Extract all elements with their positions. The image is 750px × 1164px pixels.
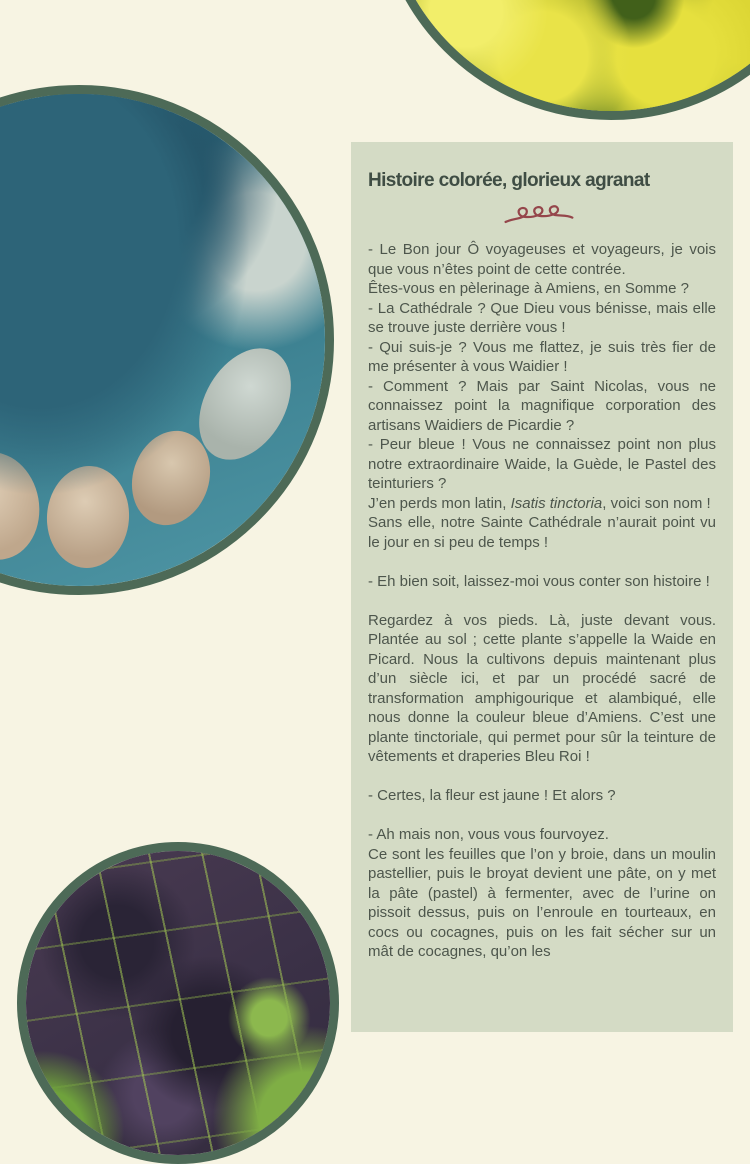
pigment-powder-mound — [0, 94, 325, 586]
woad-seedpods-photo — [17, 842, 339, 1164]
story-paragraph: - Eh bien soit, laissez-moi vous conter son histoire ! — [368, 572, 710, 590]
woad-seedpods-image — [26, 851, 330, 1155]
story-paragraph: - Qui suis-je ? Vous me flattez, je suis très fier de me présenter à vous Waidier ! — [368, 338, 716, 375]
paragraph-spacer — [368, 806, 716, 826]
story-paragraph: - La Cathédrale ? Que Dieu vous bénisse, mais elle se trouve juste derrière vous ! — [368, 299, 716, 336]
story-paragraph: Regardez à vos pieds. Là, juste devant vous. Plantée au sol ; cette plante s’appelle la Waide en Picard. Nous la cultivons depuis maintenant plus d’un siècle ici, et par un procédé sacré de transformation amphigourique et alambiqué, elle nous donne la couleur bleue d’Amiens. C’est une plante tinctoriale, qui permet pour sûr la teinture de vêtements et draperies Bleu Roi ! — [368, 611, 716, 765]
squiggle-divider — [368, 202, 716, 230]
woad-flowers-photo — [375, 0, 750, 120]
woad-pigment-image — [0, 94, 325, 586]
story-panel — [351, 142, 733, 1032]
squiggle-icon — [503, 202, 581, 228]
paragraph-spacer — [368, 591, 716, 611]
story-paragraph: - Ah mais non, vous vous fourvoyez. — [368, 826, 609, 843]
woad-flowers-image — [384, 0, 750, 111]
page-title: Histoire colorée, glorieux agranat — [368, 170, 650, 191]
story-paragraph: - Peur bleue ! Vous ne connaissez point non plus notre extraordinaire Waide, la Guède, le Pastel des teinturiers ? — [368, 436, 716, 492]
story-paragraph: Ce sont les feuilles que l’on y broie, dans un moulin pastellier, puis le broyat devient une pâte, on y met la pâte (pastel) à fermenter, avec de l’urine on pissoit dessus, puis on l’enroule en tourteaux, en cocs ou cocagnes, puis on les fait sécher sur un mât de cocagnes, qu’on les — [368, 845, 716, 960]
woad-pigment-photo — [0, 85, 334, 595]
paragraph-spacer — [368, 767, 716, 787]
story-paragraph: Sans elle, notre Sainte Cathédrale n’aurait point vu le jour en si peu de temps ! — [368, 514, 716, 551]
story-paragraph: - Comment ? Mais par Saint Nicolas, vous ne connaissez point la magnifique corporation des artisans Waidiers de Picardie ? — [368, 377, 716, 434]
story-paragraph: - Certes, la fleur est jaune ! Et alors ? — [368, 787, 616, 804]
story-paragraph: J’en perds mon latin, Isatis tinctoria, voici son nom ! — [368, 494, 711, 512]
paragraph-spacer — [368, 552, 716, 572]
story-text — [368, 240, 716, 962]
story-paragraph: Êtes-vous en pèlerinage à Amiens, en Somme ? — [368, 280, 690, 297]
story-paragraph: - Le Bon jour Ô voyageuses et voyageurs, je vois que vous n’êtes point de cette contrée. — [368, 241, 716, 278]
